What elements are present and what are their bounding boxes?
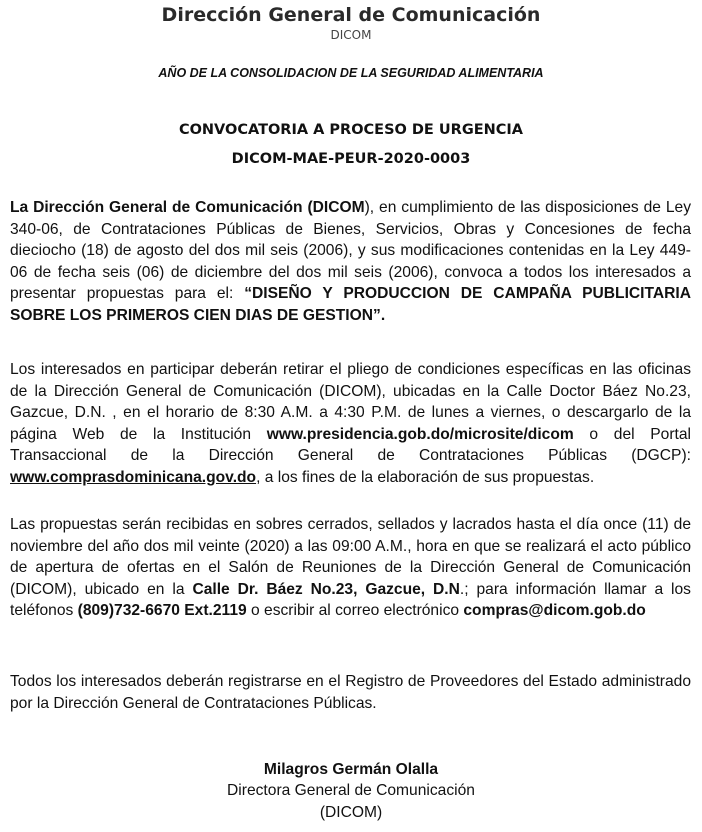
procurement-object: “DISEÑO Y PRODUCCION DE CAMPAÑA PUBLICITARIA SOBRE LOS PRIMEROS CIEN DIAS DE GESTION”. [10, 285, 691, 324]
call-code: DICOM-MAE-PEUR-2020-0003 [231, 151, 471, 167]
paragraph-convocation [10, 197, 691, 327]
signatory-role: Directora General de Comunicación [227, 782, 475, 799]
call-title: CONVOCATORIA A PROCESO DE URGENCIA [178, 122, 524, 138]
paragraph-conditions-text-a: Los interesados en participar deberán retirar el pliego de condiciones específicas en las oficinas de la Dirección General de Comunicación (DICOM), ubicadas en la Calle Doctor Báez No.23, Gazcue, D.N. , en el horario de 8:30 A.M. a 4:30 P.M. de lunes a viernes, o descargarlo de la página Web de la Institución [10, 361, 691, 443]
organization-name: Dirección General de Comunicación [161, 4, 541, 26]
website-link[interactable]: www.presidencia.gob.do/micrositе/dicom [266, 425, 574, 443]
paragraph-submission [10, 514, 691, 622]
paragraph-convocation-text: ), en cumplimiento de las disposiciones de Ley 340-06, de Contrataciones Públicas de Bienes, Servicios, Obras y Concesiones de fecha dieciocho (18) de agosto del dos mil seis (2006), y sus modificaciones contenidas en la Ley 449-06 de fecha seis (06) de diciembre del dos mil seis (2006), convoca a todos los interesados a presentar propuestas para el: [10, 199, 691, 303]
signatory-name: Milagros Germán Olalla [263, 761, 439, 778]
paragraph-conditions-text-c: , a los fines de la elaboración de sus propuestas. [256, 468, 595, 486]
paragraph-registration: Todos los interesados deberán registrarse en el Registro de Proveedores del Estado administrado por la Dirección General de Contrataciones Públicas. [10, 673, 691, 712]
year-motto: AÑO DE LA CONSOLIDACION DE LA SEGURIDAD ALIMENTARIA [158, 66, 544, 80]
paragraph-conditions [10, 359, 691, 489]
paragraph-submission-text-a: Las propuestas serán recibidas en sobres cerrados, sellados y lacrados hasta el día once (11) de noviembre del año dos mil veinte (2020) a las 09:00 A.M., hora en que se realizará el acto público de apertura de ofertas en el Salón de Reuniones de la Dirección General de Comunicación (DICOM), ubicado en la [10, 516, 691, 598]
address-bold: Calle Dr. Báez No.23, Gazcue, D.N [192, 580, 460, 598]
portal-link[interactable]: www.comprasdominicana.gov.do [10, 468, 257, 486]
email-address[interactable]: compras@dicom.gob.do [463, 602, 646, 620]
phone-number: (809)732-6670 Ext.2119 [77, 602, 247, 620]
paragraph-submission-text-c: o escribir al correo electrónico [246, 602, 464, 620]
paragraph-submission-text-b: .; para información llamar a los teléfonos [10, 580, 691, 620]
paragraph-conditions-text-b: o del Portal Transaccional de la Dirección General de Contrataciones Públicas (DGCP): [10, 425, 691, 465]
organization-name-bold: La Dirección General de Comunicación (DICOM [10, 199, 365, 216]
organization-abbreviation: DICOM [330, 28, 372, 42]
signatory-organization: (DICOM) [319, 804, 383, 821]
